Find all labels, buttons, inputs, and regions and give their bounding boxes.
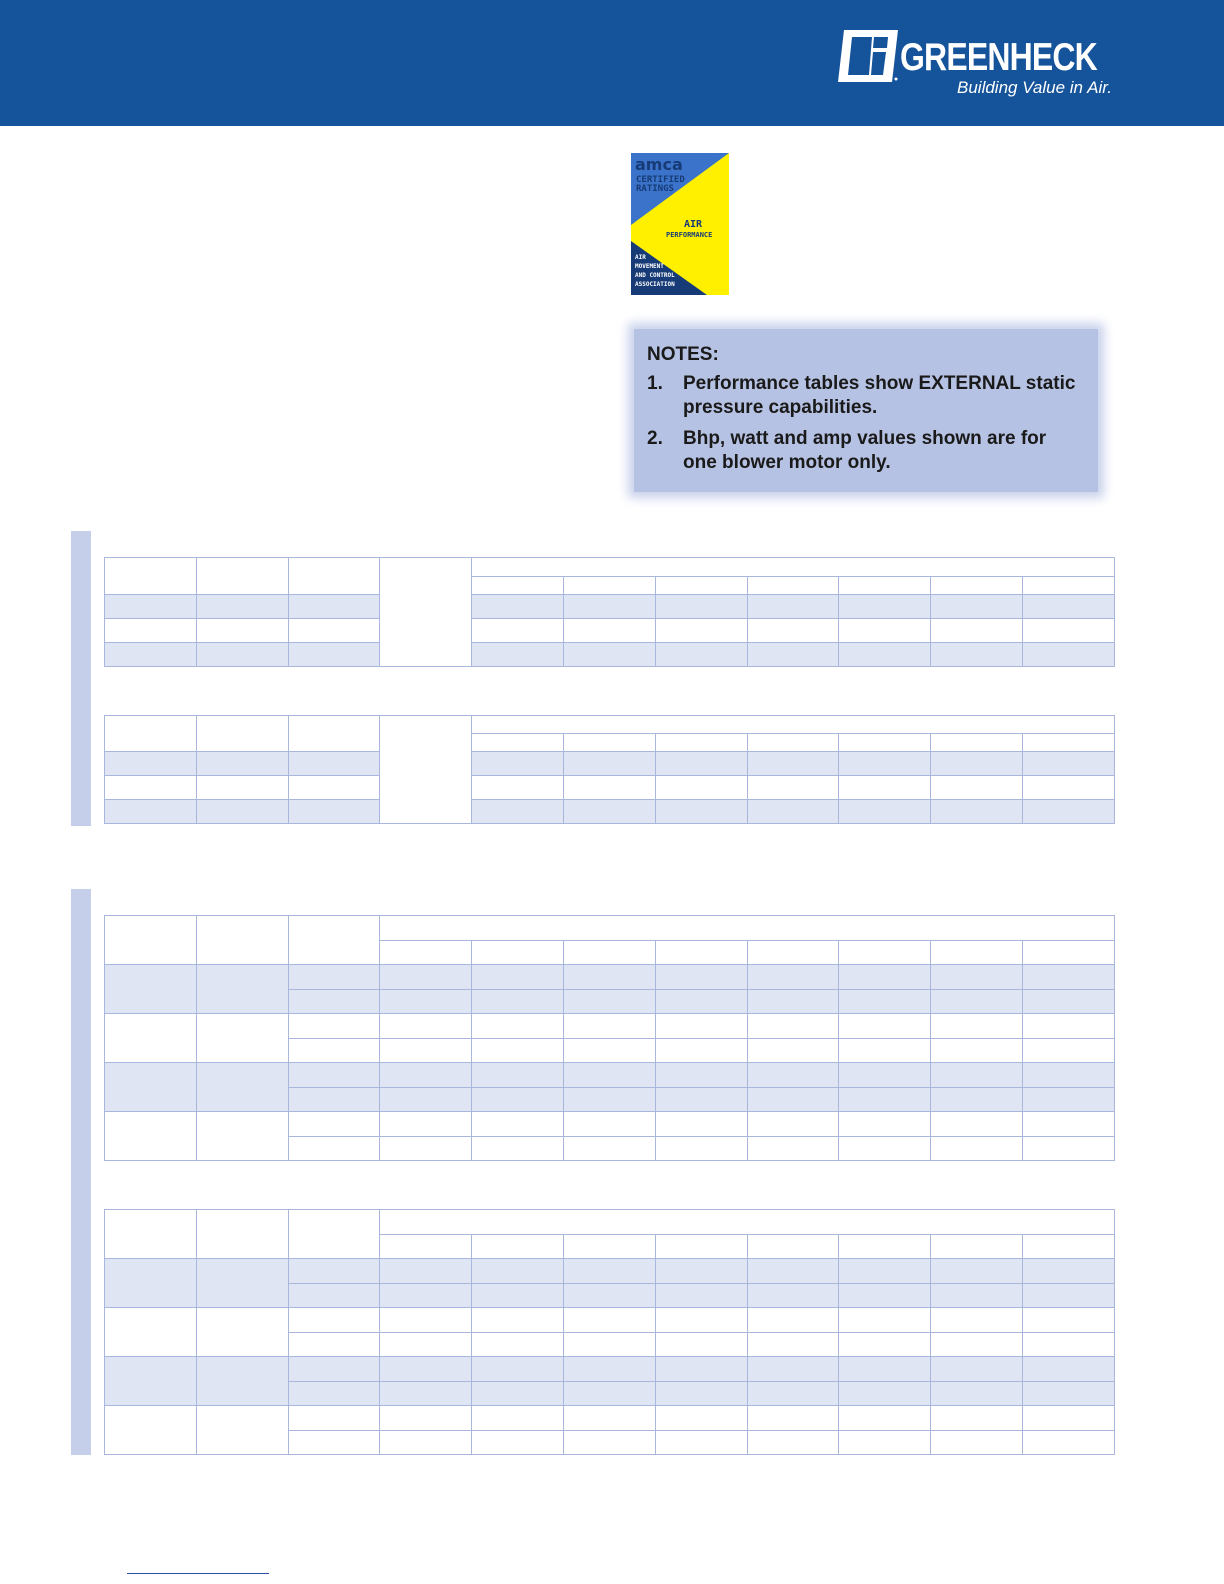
section-accent-bar [71, 889, 91, 1455]
table-header-cell [563, 941, 655, 965]
note-text: Bhp, watt and amp values shown are for one blower motor only. [683, 428, 1047, 473]
table-row [105, 619, 1115, 643]
brand-tagline: Building Value in Air. [957, 78, 1112, 97]
table-header-cell [288, 1210, 380, 1259]
performance-table [104, 1209, 1115, 1455]
svg-text:amca: amca [635, 155, 683, 174]
table-header-cell [380, 716, 472, 824]
note-text: Performance tables show EXTERNAL static pressure capabilities. [683, 373, 1076, 418]
table-header-cell [655, 577, 747, 595]
table-row [105, 1112, 1115, 1137]
table-header-cell [105, 558, 197, 595]
table-header-cell [105, 916, 197, 965]
table-header-cell [472, 1235, 564, 1259]
svg-text:PERFORMANCE: PERFORMANCE [666, 231, 713, 239]
table-header-cell [839, 734, 931, 752]
brand-name: GREENHECK [900, 36, 1097, 79]
notes-title: NOTES: [647, 344, 719, 365]
note-item [647, 427, 1080, 475]
table-row [105, 965, 1115, 990]
table-header-cell [472, 558, 1115, 577]
table-header-cell [196, 558, 288, 595]
table-row [105, 776, 1115, 800]
table-header-cell [1022, 734, 1114, 752]
svg-text:AIR: AIR [635, 254, 646, 261]
svg-text:ASSOCIATION: ASSOCIATION [635, 281, 675, 288]
table-header-cell [472, 716, 1115, 734]
table-header-cell [655, 941, 747, 965]
amca-seal-icon [631, 153, 729, 295]
performance-table [104, 715, 1115, 824]
table-row [105, 1014, 1115, 1039]
table-header-cell [380, 1235, 472, 1259]
table-header-cell [747, 1235, 839, 1259]
performance-table [104, 915, 1115, 1161]
table-row [105, 752, 1115, 776]
svg-text:MOVEMENT: MOVEMENT [635, 263, 664, 270]
table-header-cell [380, 916, 1114, 941]
table-header-cell [563, 1235, 655, 1259]
table-header-cell [196, 916, 288, 965]
footer-link-underline [127, 1573, 269, 1574]
greenheck-logo-icon [838, 30, 898, 82]
table-row [105, 1406, 1115, 1431]
table-header-cell [931, 734, 1023, 752]
table-header-cell [931, 577, 1023, 595]
table-header-cell [288, 558, 380, 595]
table-header-cell [472, 734, 564, 752]
table-header-cell [288, 916, 380, 965]
table-header-cell [380, 558, 472, 667]
table-header-cell [931, 1235, 1023, 1259]
table-header-cell [196, 716, 288, 752]
table-header-cell [747, 577, 839, 595]
table-header-cell [655, 734, 747, 752]
table-row [105, 1063, 1115, 1088]
performance-table [104, 557, 1115, 667]
table-header-cell [747, 941, 839, 965]
table-row [105, 1259, 1115, 1284]
table-header-cell [839, 941, 931, 965]
table-header-cell [747, 734, 839, 752]
note-number: 2. [647, 428, 663, 449]
table-header-cell [563, 577, 655, 595]
page-header [0, 0, 1224, 126]
svg-text:RATINGS: RATINGS [636, 184, 674, 194]
table-header-cell [380, 1210, 1114, 1235]
table-header-cell [1022, 1235, 1114, 1259]
table-row [105, 595, 1115, 619]
table-header-cell [380, 941, 472, 965]
note-number: 1. [647, 373, 663, 394]
table-header-cell [288, 716, 380, 752]
table-header-cell [472, 577, 564, 595]
table-header-cell [655, 1235, 747, 1259]
table-header-cell [839, 1235, 931, 1259]
table-header-cell [1022, 941, 1114, 965]
table-header-cell [839, 577, 931, 595]
table-row [105, 800, 1115, 824]
table-header-cell [472, 941, 564, 965]
table-header-cell [105, 1210, 197, 1259]
table-row [105, 1357, 1115, 1382]
table-header-cell [1022, 577, 1114, 595]
svg-text:AIR: AIR [684, 219, 703, 230]
table-header-cell [931, 941, 1023, 965]
section-accent-bar [71, 531, 91, 826]
table-header-cell [196, 1210, 288, 1259]
svg-text:CERTIFIED: CERTIFIED [636, 175, 685, 185]
table-header-cell [563, 734, 655, 752]
notes-box [634, 329, 1098, 492]
table-row [105, 643, 1115, 667]
svg-text:AND CONTROL: AND CONTROL [635, 272, 675, 279]
table-row [105, 1308, 1115, 1333]
note-item [647, 372, 1080, 420]
table-header-cell [105, 716, 197, 752]
